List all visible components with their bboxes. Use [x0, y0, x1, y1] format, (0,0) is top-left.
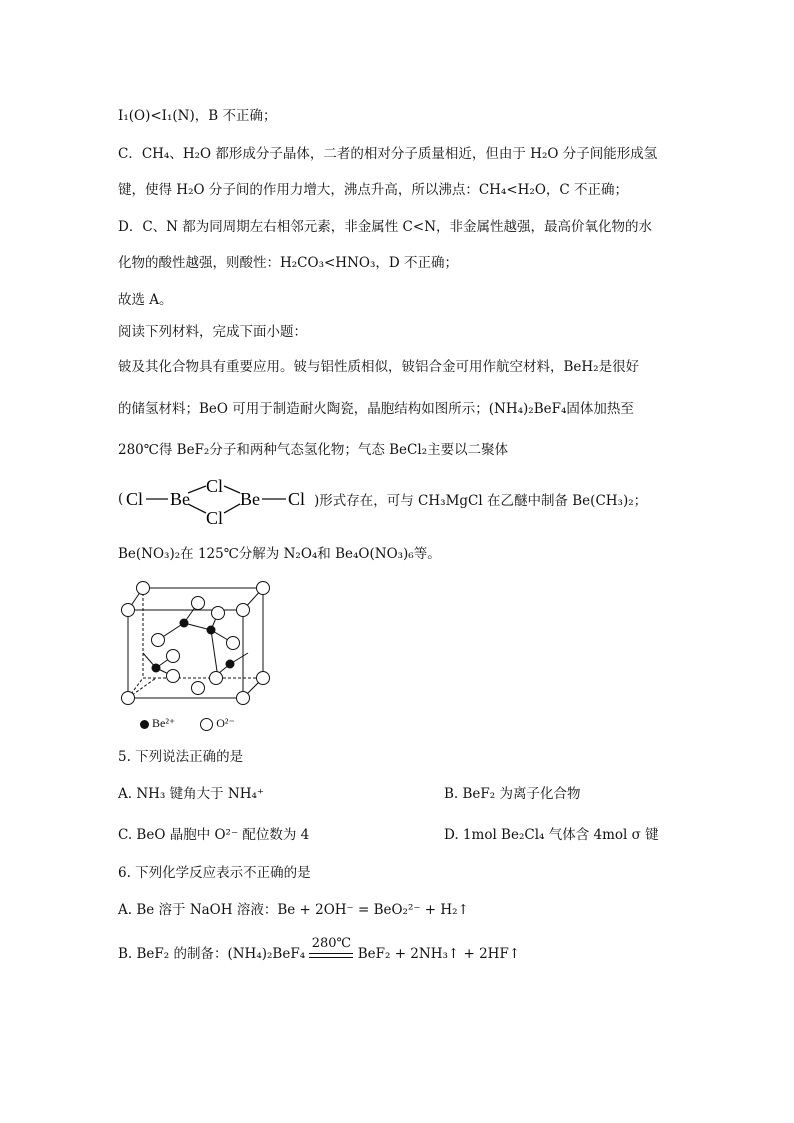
- text-line: C．CH₄、H₂O 都形成分子晶体，二者的相对分子质量相近，但由于 H₂O 分子间能形成氢: [118, 146, 658, 162]
- q6-option-b-prefix: B. BeF₂ 的制备：(NH₄)₂BeF₄: [118, 946, 306, 962]
- oxygen-atom: [210, 672, 223, 685]
- oxygen-atom: [257, 582, 270, 595]
- cl-left-label: Cl: [126, 489, 144, 509]
- figure-legend: [140, 716, 235, 731]
- beryllium-atom: [207, 626, 216, 635]
- o-legend-icon: [200, 718, 213, 731]
- beo-unit-cell-figure: [118, 578, 278, 738]
- q6-option-a: A. Be 溶于 NaOH 溶液：Be + 2OH⁻ = BeO₂²⁻ + H₂↑: [118, 902, 469, 918]
- text-line: 的储氢材料；BeO 可用于制造耐火陶瓷，晶胞结构如图所示；(NH₄)₂BeF₄固体加热至: [118, 401, 634, 417]
- reaction-condition: 280℃: [311, 936, 352, 951]
- cl-top-label: Cl: [206, 478, 224, 496]
- text-line: 铍及其化合物具有重要应用。铍与铝性质相似，铍铝合金可用作航空材料，BeH₂是很好: [118, 359, 640, 375]
- be2-label: Be: [240, 489, 260, 509]
- be-legend-icon: [140, 720, 149, 729]
- beryllium-atom: [226, 660, 235, 669]
- oxygen-atom: [137, 582, 150, 595]
- oxygen-atom: [227, 637, 240, 650]
- oxygen-atom: [192, 682, 205, 695]
- oxygen-atom: [237, 604, 250, 617]
- text-line: Be(NO₃)₂在 125℃分解为 N₂O₄和 Be₄O(NO₃)₆等。: [118, 546, 441, 562]
- cl-right-label: Cl: [288, 489, 306, 509]
- text-line: 280℃得 BeF₂分子和两种气态氢化物；气态 BeCl₂主要以二聚体: [118, 442, 509, 458]
- q5-option-c: C. BeO 晶胞中 O²⁻ 配位数为 4: [118, 827, 310, 843]
- be2cl4-structure: [124, 478, 314, 526]
- text-line: I₁(O)<I₁(N)，B 不正确；: [118, 108, 277, 124]
- oxygen-atom: [212, 607, 225, 620]
- text-line: 故选 A。: [118, 292, 173, 308]
- text-line: 阅读下列材料，完成下面小题：: [118, 324, 307, 340]
- oxygen-atom: [237, 692, 250, 705]
- beryllium-atom: [152, 664, 161, 673]
- q6-option-b: [118, 936, 521, 973]
- question-6-stem: 6. 下列化学反应表示不正确的是: [118, 865, 311, 881]
- o-legend-label: O²⁻: [216, 716, 235, 730]
- oxygen-atom: [167, 650, 180, 663]
- text-line: D．C、N 都为同周期左右相邻元素，非金属性 C<N，非金属性越强，最高价氧化物的水: [118, 219, 653, 235]
- text-line: 键，使得 H₂O 分子间的作用力增大，沸点升高，所以沸点：CH₄<H₂O，C 不正确；: [118, 182, 629, 198]
- q5-option-d: D. 1mol Be₂Cl₄ 气体含 4mol σ 键: [444, 827, 659, 843]
- be-legend-label: Be²⁺: [152, 716, 176, 730]
- q5-option-b: B. BeF₂ 为离子化合物: [444, 786, 581, 802]
- oxygen-atom: [122, 604, 135, 617]
- q5-option-a: A. NH₃ 键角大于 NH₄⁺: [118, 786, 265, 802]
- oxygen-atom: [192, 597, 205, 610]
- text-line: )形式存在，可与 CH₃MgCl 在乙醚中制备 Be(CH₃)₂；: [314, 493, 648, 509]
- question-5-stem: 5. 下列说法正确的是: [118, 749, 244, 765]
- beryllium-atom: [180, 619, 189, 628]
- q6-option-b-suffix: BeF₂ + 2NH₃↑ + 2HF↑: [357, 946, 521, 962]
- cl-bottom-label: Cl: [206, 508, 224, 526]
- oxygen-atom: [167, 670, 180, 683]
- oxygen-atom: [122, 692, 135, 705]
- text-line: 化物的酸性越强，则酸性：H₂CO₃<HNO₃，D 不正确；: [118, 255, 458, 271]
- oxygen-atom: [257, 672, 270, 685]
- reaction-condition-sign: [309, 936, 353, 958]
- dimer-line: ( Cl Be Cl Cl Be Cl )形式存在，可与 CH₃MgCl 在乙醚中制备 Be(CH₃)₂；: [118, 478, 648, 526]
- be1-label: Be: [170, 489, 190, 509]
- oxygen-atom: [152, 634, 165, 647]
